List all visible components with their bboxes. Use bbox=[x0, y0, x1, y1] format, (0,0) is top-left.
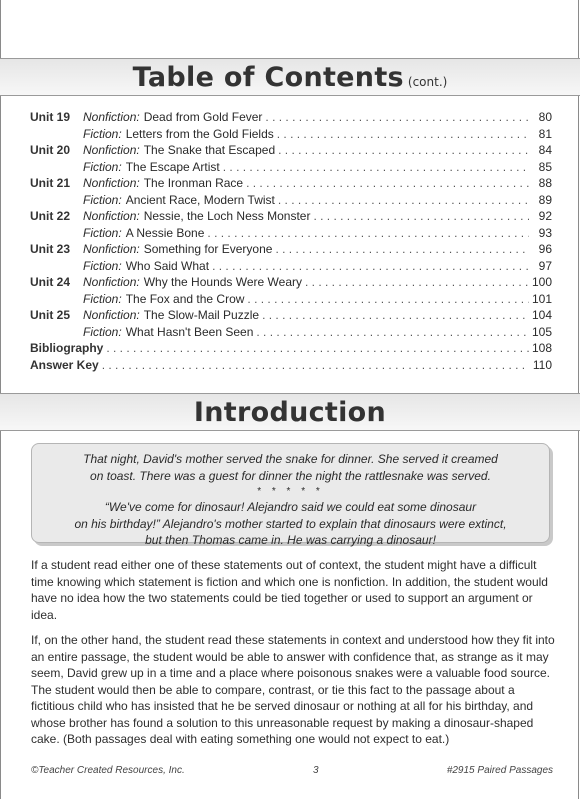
toc-dot-leader bbox=[223, 160, 529, 174]
quote-line: “We've come for dinosaur! Alejandro said we could eat some dinosaur bbox=[104, 500, 477, 514]
toc-entry bbox=[83, 275, 552, 289]
toc-entry-title: The Slow-Mail Puzzle bbox=[143, 308, 260, 322]
toc-entry bbox=[83, 242, 552, 256]
toc-dot-leader bbox=[212, 259, 529, 273]
toc-genre: Nonfiction: bbox=[83, 143, 140, 157]
toc-entry-title: Letters from the Gold Fields bbox=[125, 126, 274, 141]
toc-genre: Nonfiction: bbox=[83, 308, 140, 322]
toc-page-number: 84 bbox=[538, 143, 552, 157]
toc-row bbox=[30, 176, 552, 193]
toc-dot-leader bbox=[256, 325, 529, 339]
toc-entry-title: Ancient Race, Modern Twist bbox=[125, 192, 275, 207]
toc-unit-label: Unit 19 bbox=[30, 110, 71, 124]
toc-entry bbox=[83, 110, 552, 124]
quote-line: That night, David's mother served the snake for dinner. She served it creamed bbox=[83, 452, 498, 466]
quote-box bbox=[31, 443, 550, 547]
quote-separator: * * * * * bbox=[257, 486, 324, 497]
toc-row bbox=[30, 209, 552, 226]
toc-dot-leader bbox=[246, 176, 529, 190]
toc-row bbox=[30, 143, 552, 160]
toc-row bbox=[30, 275, 552, 292]
toc-genre: Nonfiction: bbox=[83, 209, 140, 223]
toc-row bbox=[30, 292, 552, 309]
intro-title-band bbox=[0, 393, 580, 431]
toc-page-number: 110 bbox=[532, 357, 552, 372]
toc-page-number: 93 bbox=[538, 225, 552, 240]
toc-dot-leader bbox=[106, 341, 529, 355]
toc-genre: Fiction: bbox=[83, 126, 122, 141]
toc-entry bbox=[83, 308, 552, 322]
quote-line: but then Thomas came in. He was carrying a dinosaur! bbox=[145, 533, 436, 547]
toc-page-number: 96 bbox=[538, 242, 552, 256]
table-of-contents bbox=[30, 110, 552, 374]
toc-entry-title: The Snake that Escaped bbox=[143, 143, 276, 157]
toc-genre: Nonfiction: bbox=[83, 275, 140, 289]
footer-publisher: ©Teacher Created Resources, Inc. bbox=[31, 765, 185, 776]
toc-entry bbox=[83, 127, 552, 141]
toc-unit-label: Unit 24 bbox=[30, 275, 71, 289]
footer-book-title: #2915 Paired Passages bbox=[446, 765, 553, 776]
toc-dot-leader bbox=[278, 143, 529, 157]
toc-bibliography bbox=[30, 341, 552, 358]
toc-cont-label: (cont.) bbox=[407, 75, 448, 89]
toc-entry-title: The Fox and the Crow bbox=[125, 291, 245, 306]
toc-unit-label: Unit 23 bbox=[30, 242, 71, 256]
toc-entry bbox=[83, 160, 552, 174]
toc-row bbox=[30, 259, 552, 276]
toc-row bbox=[30, 160, 552, 177]
intro-paragraph-1: If a student read either one of these statements out of context, the student might have a difficult time knowing which statement is fiction and which one is nonfiction. In addition, the student would have no idea how the two statements could be tied together or used to support an argument or idea. bbox=[31, 558, 548, 622]
toc-page-number: 101 bbox=[531, 291, 552, 306]
toc-dot-leader bbox=[313, 209, 529, 223]
toc-title-band bbox=[0, 58, 580, 96]
toc-dot-leader bbox=[102, 358, 529, 372]
toc-row bbox=[30, 127, 552, 144]
footer-page-number: 3 bbox=[313, 765, 319, 776]
toc-unit-label: Unit 25 bbox=[30, 308, 71, 322]
toc-entry bbox=[83, 325, 552, 339]
toc-title bbox=[0, 59, 580, 101]
toc-unit-label: Unit 22 bbox=[30, 209, 71, 223]
toc-dot-leader bbox=[247, 292, 529, 306]
toc-row bbox=[30, 308, 552, 325]
toc-page-number: 81 bbox=[538, 126, 552, 141]
toc-genre: Fiction: bbox=[83, 324, 122, 339]
intro-paragraph-2: If, on the other hand, the student read these statements in context and understood how they fit into an entire passage, the student would be able to answer with confidence that, as strange as it may seem, David grew up in a time and a place where poisonous snakes were a valuable food source. The student would then be able to compare, contrast, or tie this fact to the passage about a fictitious child who has insisted that he be served dinosaur or nothing at all for his birthday, and whose brother has found a solution to this unreasonable request by making a dinosaur-shaped cake. (Both passages deal with eating something one would not expect to eat.) bbox=[31, 633, 555, 746]
toc-page-number: 92 bbox=[538, 209, 552, 223]
quote-line: on toast. There was a guest for dinner the night the rattlesnake was served. bbox=[90, 468, 491, 483]
toc-row bbox=[30, 193, 552, 210]
toc-entry bbox=[83, 193, 552, 207]
toc-page-number: 97 bbox=[538, 258, 552, 273]
toc-page-number: 85 bbox=[538, 159, 552, 174]
toc-row bbox=[30, 242, 552, 259]
toc-row bbox=[30, 226, 552, 243]
toc-genre: Fiction: bbox=[83, 225, 122, 240]
toc-entry bbox=[83, 143, 552, 157]
toc-entry bbox=[83, 292, 552, 306]
toc-page-number: 88 bbox=[538, 176, 552, 190]
toc-entry-title: Something for Everyone bbox=[143, 242, 273, 256]
toc-dot-leader bbox=[275, 242, 529, 256]
toc-page-number: 100 bbox=[531, 275, 552, 289]
toc-genre: Fiction: bbox=[83, 159, 122, 174]
toc-entry-title: The Escape Artist bbox=[125, 159, 220, 174]
toc-page-number: 89 bbox=[538, 192, 552, 207]
toc-entry-title: Who Said What bbox=[125, 258, 210, 273]
toc-page-number: 105 bbox=[531, 324, 552, 339]
toc-bibliography-label: Bibliography bbox=[30, 341, 104, 355]
toc-page-number: 108 bbox=[531, 341, 552, 355]
toc-entry bbox=[30, 341, 552, 355]
toc-dot-leader bbox=[207, 226, 529, 240]
toc-answer-key bbox=[30, 358, 552, 375]
toc-row bbox=[30, 325, 552, 342]
intro-title: Introduction bbox=[193, 397, 387, 428]
toc-genre: Nonfiction: bbox=[83, 110, 140, 124]
toc-dot-leader bbox=[278, 193, 529, 207]
toc-unit-label: Unit 20 bbox=[30, 143, 71, 157]
toc-entry bbox=[83, 259, 552, 273]
toc-genre: Fiction: bbox=[83, 192, 122, 207]
toc-entry-title: What Hasn't Been Seen bbox=[125, 324, 254, 339]
toc-dot-leader bbox=[277, 127, 529, 141]
toc-entry bbox=[83, 176, 552, 190]
toc-dot-leader bbox=[262, 308, 529, 322]
toc-dot-leader bbox=[265, 110, 529, 124]
toc-entry bbox=[83, 209, 552, 223]
toc-title-text: Table of Contents bbox=[132, 62, 404, 93]
toc-genre: Fiction: bbox=[83, 258, 122, 273]
toc-row bbox=[30, 110, 552, 127]
toc-genre: Nonfiction: bbox=[83, 242, 140, 256]
toc-answer-key-label: Answer Key bbox=[30, 357, 99, 372]
toc-entry bbox=[83, 226, 552, 240]
toc-entry-title: Why the Hounds Were Weary bbox=[143, 275, 302, 289]
toc-page-number: 104 bbox=[531, 308, 552, 322]
toc-entry-title: Nessie, the Loch Ness Monster bbox=[143, 209, 311, 223]
page-footer bbox=[31, 765, 553, 776]
toc-unit-label: Unit 21 bbox=[30, 176, 71, 190]
quote-line: on his birthday!” Alejandro's mother started to explain that dinosaurs were extinct, bbox=[74, 516, 507, 531]
toc-entry bbox=[30, 358, 552, 372]
toc-page-number: 80 bbox=[538, 110, 552, 124]
toc-dot-leader bbox=[305, 275, 529, 289]
toc-entry-title: Dead from Gold Fever bbox=[143, 110, 263, 124]
toc-genre: Nonfiction: bbox=[83, 176, 140, 190]
toc-entry-title: The Ironman Race bbox=[143, 176, 244, 190]
toc-genre: Fiction: bbox=[83, 291, 122, 306]
intro-body bbox=[31, 557, 556, 757]
toc-entry-title: A Nessie Bone bbox=[125, 225, 205, 240]
